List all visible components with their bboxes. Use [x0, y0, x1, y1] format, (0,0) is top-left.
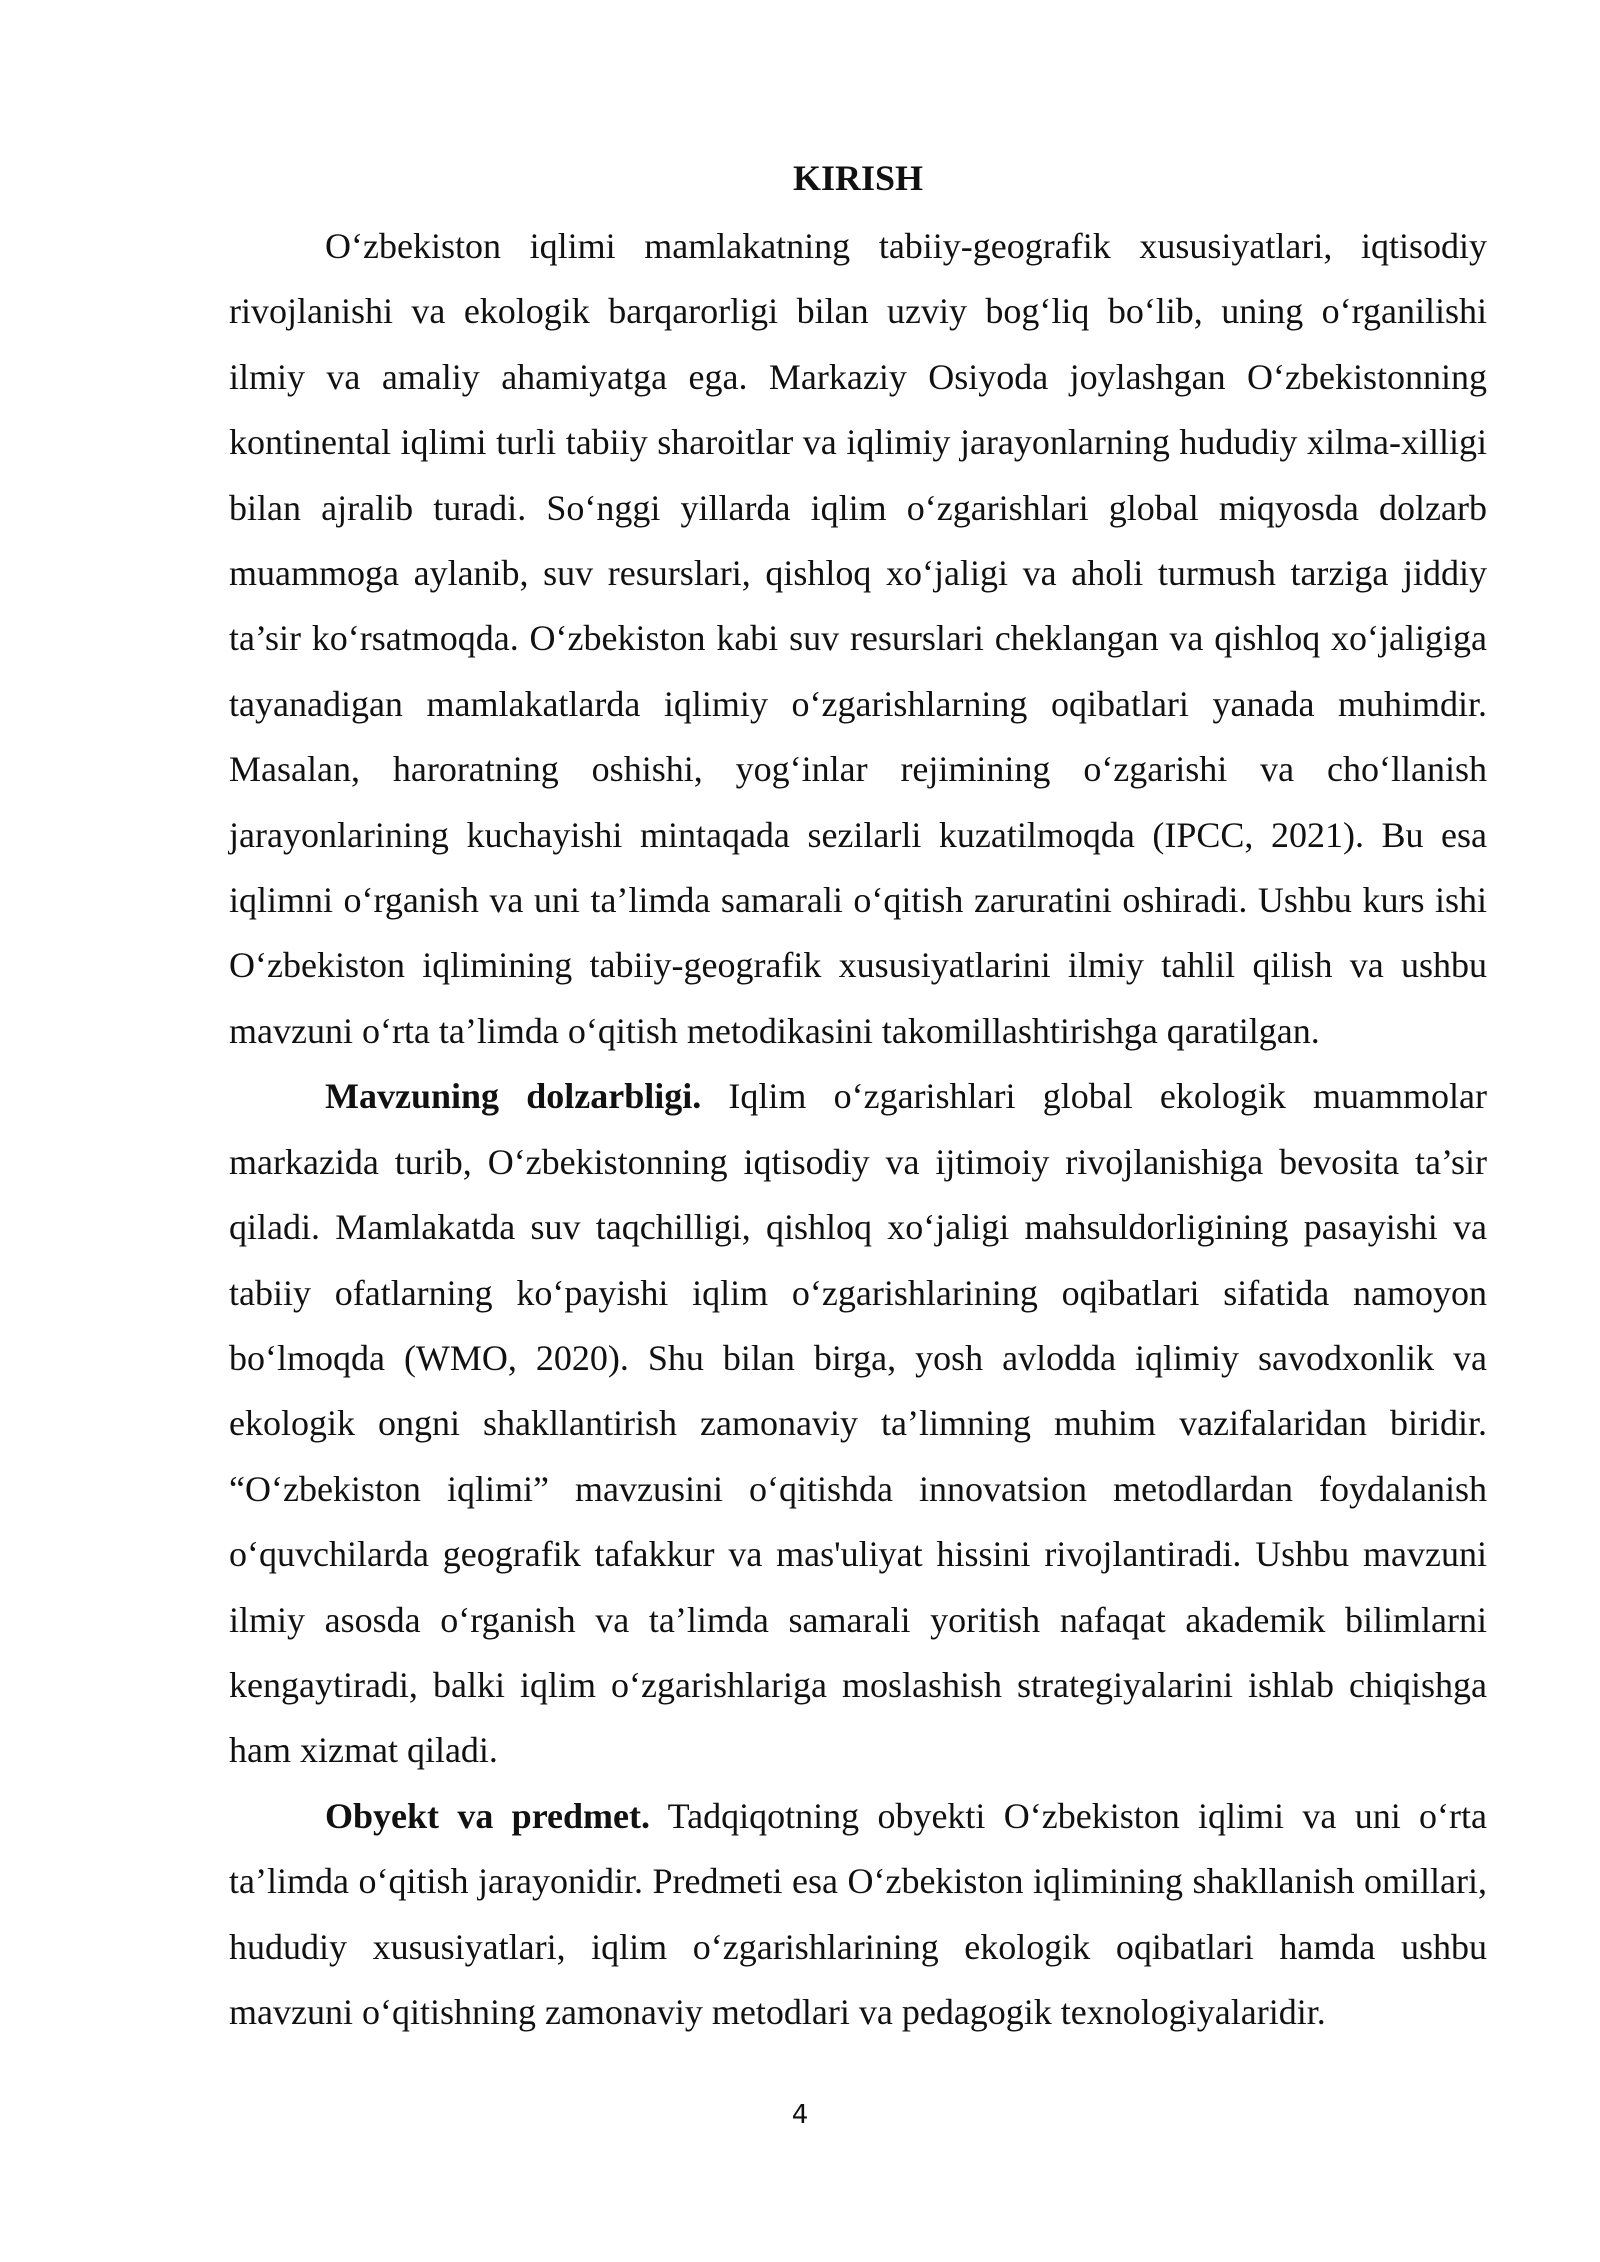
- page-content: [229, 148, 1487, 2045]
- intro-paragraph: O‘zbekiston iqlimi mamlakatning tabiiy-geografik xususiyatlari, iqtisodiy rivojlanishi va ekologik barqarorligi bilan uzviy bog‘liq bo‘lib, uning o‘rganilishi ilmiy va amaliy ahamiyatga ega. Markaziy Osiyoda joylashgan O‘zbekistonning kontinental iqlimi turli tabiiy sharoitlar va iqlimiy jarayonlarning hududiy xilma-xilligi bilan ajralib turadi. So‘nggi yillarda iqlim o‘zgarishlari global miqyosda dolzarb muammoga aylanib, suv resurslari, qishloq xo‘jaligi va aholi turmush tarziga jiddiy ta’sir ko‘rsatmoqda. O‘zbekiston kabi suv resurslari cheklangan va qishloq xo‘jaligiga tayanadigan mamlakatlarda iqlimiy o‘zgarishlarning oqibatlari yanada muhimdir. Masalan, haroratning oshishi, yog‘inlar rejimining o‘zgarishi va cho‘llanish jarayonlarining kuchayishi mintaqada sezilarli kuzatilmoqda (IPCC, 2021). Bu esa iqlimni o‘rganish va uni ta’limda samarali o‘qitish zaruratini oshiradi. Ushbu kurs ishi O‘zbekiston iqlimining tabiiy-geografik xususiyatlarini ilmiy tahlil qilish va ushbu mavzuni o‘rta ta’limda o‘qitish metodikasini takomillashtirishga qaratilgan.: [229, 226, 1487, 1051]
- object-paragraph: [229, 1784, 1487, 2046]
- relevance-lead: Mavzuning dolzarbligi.: [325, 1076, 702, 1117]
- section-title: KIRISH: [792, 158, 924, 198]
- relevance-paragraph: [229, 1064, 1487, 1783]
- object-lead: Obyekt va predmet.: [325, 1795, 650, 1836]
- relevance-text: Iqlim o‘zgarishlari global ekologik muammolar markazida turib, O‘zbekistonning iqtisodiy va ijtimoiy rivojlanishiga bevosita ta’sir qiladi. Mamlakatda suv taqchilligi, qishloq xo‘jaligi mahsuldorligining pasayishi va tabiiy ofatlarning ko‘payishi iqlim o‘zgarishlarining oqibatlari sifatida namoyon bo‘lmoqda (WMO, 2020). Shu bilan birga, yosh avlodda iqlimiy savodxonlik va ekologik ongni shakllantirish zamonaviy ta’limning muhim vazifalaridan biridir. “O‘zbekiston iqlimi” mavzusini o‘qitishda innovatsion metodlardan foydalanish o‘quvchilarda geografik tafakkur va mas'uliyat hissini rivojlantiradi. Ushbu mavzuni ilmiy asosda o‘rganish va ta’limda samarali yoritish nafaqat akademik bilimlarni kengaytiradi, balki iqlim o‘zgarishlariga moslashish strategiyalarini ishlab chiqishga ham xizmat qiladi.: [229, 1076, 1488, 1771]
- object-text: Tadqiqotning obyekti O‘zbekiston iqlimi va uni o‘rta ta’limda o‘qitish jarayonidir. Predmeti esa O‘zbekiston iqlimining shakllanish omillari, hududiy xususiyatlari, iqlim o‘zgarishlarining ekologik oqibatlari hamda ushbu mavzuni o‘qitishning zamonaviy metodlari va pedagogik texnologiyalaridir.: [229, 1795, 1487, 2032]
- page-number: 4: [791, 2100, 809, 2130]
